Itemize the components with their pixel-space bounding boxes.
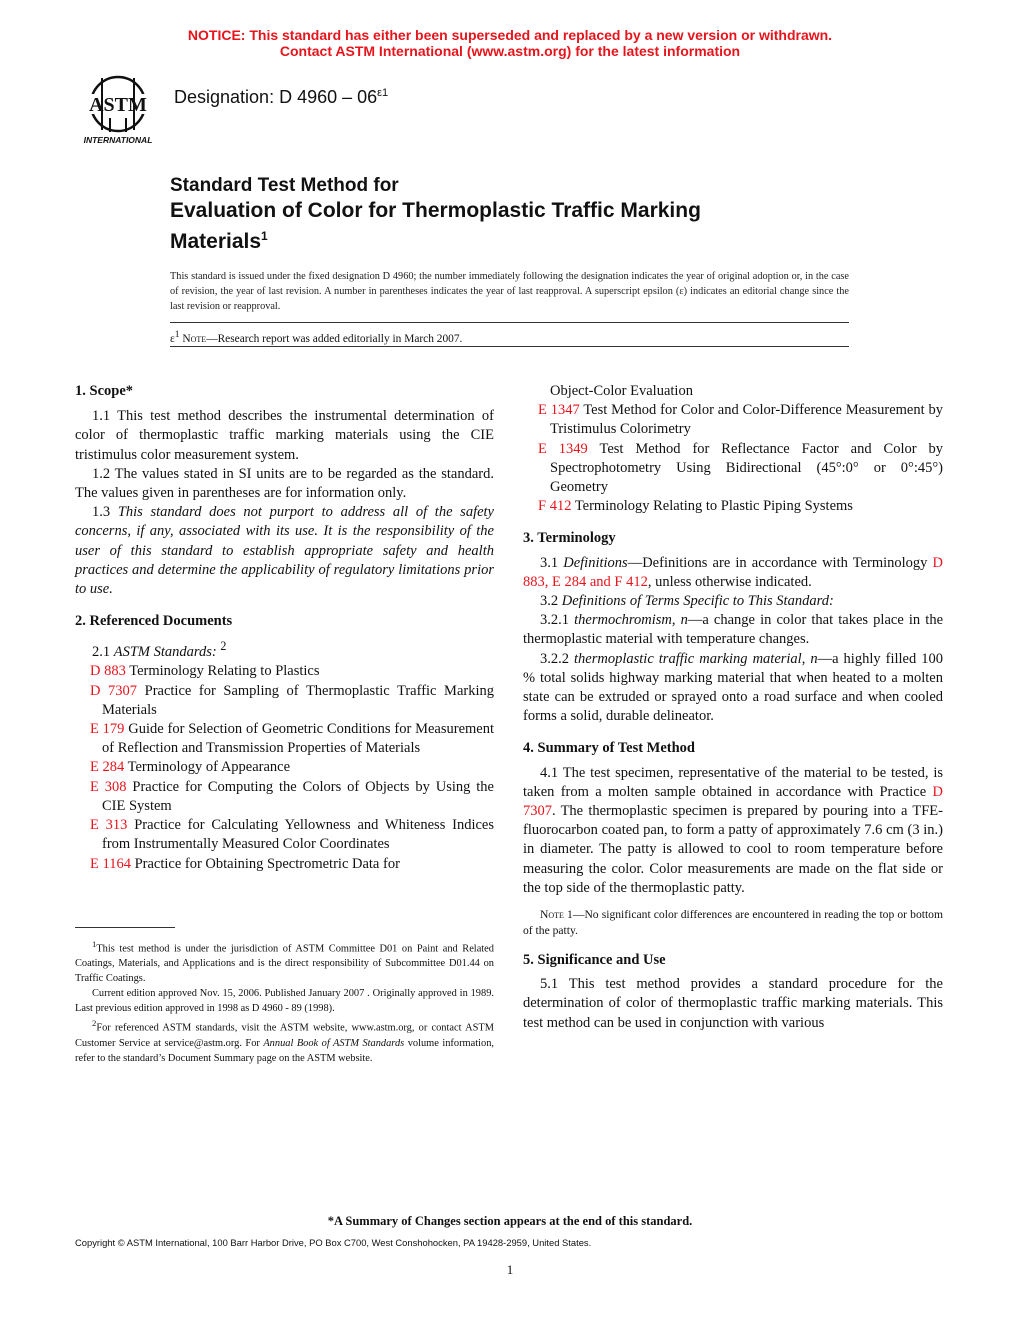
- ref-left-1: [75, 682, 494, 720]
- footnote-2-text-b: volume information, refer to the standard’s Document Summary page on the ASTM website.: [75, 1037, 494, 1064]
- epsilon-symbol: ε: [170, 332, 175, 345]
- term-3-1-label: Definitions: [563, 554, 628, 571]
- section-5-heading: 5. Significance and Use: [523, 952, 666, 969]
- note-1: [523, 907, 943, 938]
- epsilon-note-label: Note: [182, 332, 207, 345]
- summary-4-1-text-b: . The thermoplastic specimen is prepared by pouring into a TFE-fluorocarbon coated pan, to form a patty of approximately 7.6 cm (3 in.) in diameter. The patty is allowed to cool to room temperature before measuring the color. Color measurements are made on the flat side or the top side of the thermoplastic patty.: [523, 803, 943, 896]
- term-3-2-num: 3.2: [540, 593, 562, 610]
- footnote-2: [75, 1016, 494, 1065]
- term-3-1-text-a: —Definitions are in accordance with Terminology: [627, 554, 933, 571]
- term-3-2-2-num: 3.2.2: [540, 650, 575, 667]
- footnote-2-text-a: For referenced ASTM standards, visit the ASTM website, www.astm.org, or contact ASTM Customer Service at service@astm.org. For: [75, 1022, 494, 1049]
- term-3-2-2-n: n: [810, 650, 818, 667]
- term-3-2-2-sep: ,: [801, 650, 811, 667]
- footnote-1-sup: 1: [92, 939, 97, 949]
- term-3-2-2-text: —a highly filled 100 % total solids highway marking material that when heated to a molten state can be extruded or sprayed onto a road surface and when cooled forms a solid, durable delineator.: [523, 650, 943, 725]
- significance-5-1: 5.1 This test method provides a standard procedure for the determination of color of thermoplastic traffic marking materials. This test method can be used in conjunction with various: [523, 976, 943, 1031]
- ref-code-link[interactable]: E 1164: [90, 855, 131, 872]
- section-3-heading: 3. Terminology: [523, 530, 616, 547]
- term-3-2-2: [523, 650, 943, 727]
- logo-text: ASTM: [89, 94, 147, 116]
- ref-code-link[interactable]: E 179: [90, 721, 125, 738]
- refdocs-2-1-sup: 2: [220, 639, 227, 654]
- summary-4-1: [523, 764, 943, 898]
- refdocs-2-1-label: ASTM Standards:: [113, 644, 217, 661]
- ref-title: Test Method for Reflectance Factor and Color by Spectrophotometry Using Bidirectional (45°:0° or 0°:45°) Geometry: [550, 440, 944, 496]
- term-3-2-1-text: —a change in color that takes place in the thermoplastic material with temperature changes.: [523, 612, 944, 648]
- title-line-3-text: Materials: [170, 230, 262, 253]
- footnote-1-text: This test method is under the jurisdiction of ASTM Committee D01 on Paint and Related Coatings, Materials, and Applications and is the direct responsibility of Subcommittee D01.44 on Traffic Coatings.: [75, 943, 494, 985]
- designation: [174, 87, 388, 108]
- scope-1-2: 1.2 The values stated in SI units are to be regarded as the standard. The values given in parentheses are for information only.: [75, 465, 494, 502]
- ref-title: Practice for Calculating Yellowness and Whiteness Indices from Instrumentally Measured Color Coordinates: [102, 817, 494, 853]
- ref-continuation: Object-Color Evaluation: [550, 383, 693, 399]
- ref-title: Terminology Relating to Plastic Piping Systems: [571, 498, 853, 515]
- refdocs-2-1-num: 2.1: [92, 644, 114, 661]
- footnote-2-sup: 2: [92, 1018, 97, 1029]
- ref-left-0: [75, 662, 494, 681]
- term-3-2: [523, 592, 943, 611]
- term-3-1: [523, 554, 943, 592]
- section-1-heading: 1. Scope*: [75, 383, 133, 399]
- ref-title: Terminology Relating to Plastics: [125, 663, 320, 680]
- title-line-3: [170, 224, 268, 254]
- astm-logo-graphic: [76, 72, 160, 148]
- note-1-text: —No significant color differences are encountered in reading the top or bottom of the patty.: [523, 908, 943, 937]
- rule-top: [170, 322, 849, 323]
- logo-subtext: INTERNATIONAL: [83, 135, 153, 145]
- ref-code-link[interactable]: D 7307: [90, 682, 138, 699]
- note-1-label: Note 1: [540, 908, 573, 922]
- ref-title: Practice for Obtaining Spectrometric Data for: [130, 855, 400, 872]
- summary-4-1-ref-link[interactable]: D 7307: [523, 783, 943, 820]
- epsilon-note-text: —Research report was added editorially in March 2007.: [206, 332, 463, 345]
- term-3-2-2-term: thermoplastic traffic marking material: [574, 650, 802, 667]
- copyright: Copyright © ASTM International, 100 Barr Harbor Drive, PO Box C700, West Conshohocken, PA 19428-2959, United States.: [75, 1237, 592, 1248]
- ref-right-1: [523, 440, 943, 498]
- term-3-2-1-sep: ,: [671, 612, 681, 629]
- term-3-2-1: [523, 611, 943, 649]
- ref-code-link[interactable]: E 1349: [538, 440, 588, 457]
- right-column: [523, 382, 943, 1033]
- designation-label: Designation: D 4960 – 06: [174, 87, 378, 107]
- ref-code-link[interactable]: E 284: [90, 759, 125, 776]
- footnote-rule: [75, 927, 175, 928]
- footnote-1b: Current edition approved Nov. 15, 2006. Published January 2007 . Originally approved in 1989. Last previous edition approved in 1998 as D 4960 - 89 (1998).: [75, 988, 494, 1015]
- section-2-heading: 2. Referenced Documents: [75, 613, 233, 630]
- ref-right-2: [523, 497, 943, 516]
- title-line-2: Evaluation of Color for Thermoplastic Traffic Marking: [170, 199, 701, 222]
- ref-title: Practice for Sampling of Thermoplastic Traffic Marking Materials: [102, 682, 494, 718]
- term-3-2-1-term: thermochromism: [574, 612, 672, 629]
- ref-left-4: [75, 778, 494, 816]
- scope-1-1: 1.1 This test method describes the instrumental determination of color of thermoplastic traffic marking materials using the CIE tristimulus color measurement system.: [75, 408, 494, 463]
- ref-left-5: [75, 816, 494, 854]
- ref-code-link[interactable]: F 412: [538, 498, 572, 515]
- scope-1-3-num: 1.3: [92, 504, 118, 521]
- footnotes: [75, 937, 494, 1066]
- notice-line-2: Contact ASTM International (www.astm.org) for the latest information: [279, 43, 741, 59]
- term-3-1-num: 3.1: [540, 554, 564, 571]
- designation-sup: ε1: [377, 87, 389, 99]
- ref-left-3: [75, 758, 494, 777]
- term-3-2-1-n: n: [680, 612, 688, 629]
- notice-line-1: NOTICE: This standard has either been superseded and replaced by a new version or withdrawn.: [187, 27, 833, 43]
- term-3-1-text-b: , unless otherwise indicated.: [647, 573, 812, 590]
- issued-statement: This standard is issued under the fixed designation D 4960; the number immediately following the designation indicates the year of original adoption or, in the case of revision, the year of last revision. A number in parentheses indicates the year of last reapproval. A superscript epsilon (ε) indicates an editorial change since the last revision or reapproval.: [170, 271, 849, 312]
- ref-title: Guide for Selection of Geometric Conditions for Measurement of Reflection and Transmission Properties of Materials: [102, 721, 495, 757]
- epsilon-note: [170, 330, 462, 345]
- ref-title: Practice for Computing the Colors of Objects by Using the CIE System: [102, 778, 494, 814]
- left-column: [75, 382, 494, 874]
- section-4-heading: 4. Summary of Test Method: [523, 740, 695, 757]
- ref-code-link[interactable]: E 308: [90, 778, 127, 795]
- ref-title: Test Method for Color and Color-Difference Measurement by Tristimulus Colorimetry: [550, 402, 944, 438]
- ref-left-2: [75, 720, 494, 758]
- term-3-2-1-num: 3.2.1: [540, 612, 575, 629]
- ref-left-6: [75, 855, 494, 874]
- ref-title: Terminology of Appearance: [124, 759, 291, 776]
- epsilon-sup: 1: [174, 330, 180, 340]
- scope-1-3: [75, 503, 494, 599]
- footnote-2-italic: Annual Book of ASTM Standards: [263, 1037, 405, 1049]
- ref-right-0: [523, 401, 943, 439]
- title-footnote-ref: 1: [261, 229, 268, 243]
- ref-code-link[interactable]: E 1347: [538, 402, 580, 419]
- term-3-2-label: Definitions of Terms Specific to This Standard:: [561, 593, 834, 610]
- ref-code-link[interactable]: E 313: [90, 817, 128, 834]
- scope-1-3-text: This standard does not purport to address all of the safety concerns, if any, associated with its use. It is the responsibility of the user of this standard to establish appropriate safety and health practices and determine the applicability of regulatory limitations prior to use.: [75, 504, 494, 598]
- refdocs-2-1: [75, 637, 494, 662]
- summary-4-1-text-a: 4.1 The test specimen, representative of the material to be tested, is taken from a molten sample obtained in accordance with Practice: [523, 764, 943, 800]
- rule-bottom: [170, 346, 849, 347]
- ref-code-link[interactable]: D 883: [90, 663, 126, 680]
- title-line-1: Standard Test Method for: [170, 175, 399, 196]
- summary-of-changes-note: *A Summary of Changes section appears at the end of this standard.: [327, 1214, 693, 1228]
- footnote-1: [75, 937, 494, 986]
- astm-logo-icon: [76, 72, 160, 148]
- page-number: 1: [506, 1262, 514, 1277]
- term-3-1-refs-link[interactable]: D 883, E 284 and F 412: [523, 554, 943, 590]
